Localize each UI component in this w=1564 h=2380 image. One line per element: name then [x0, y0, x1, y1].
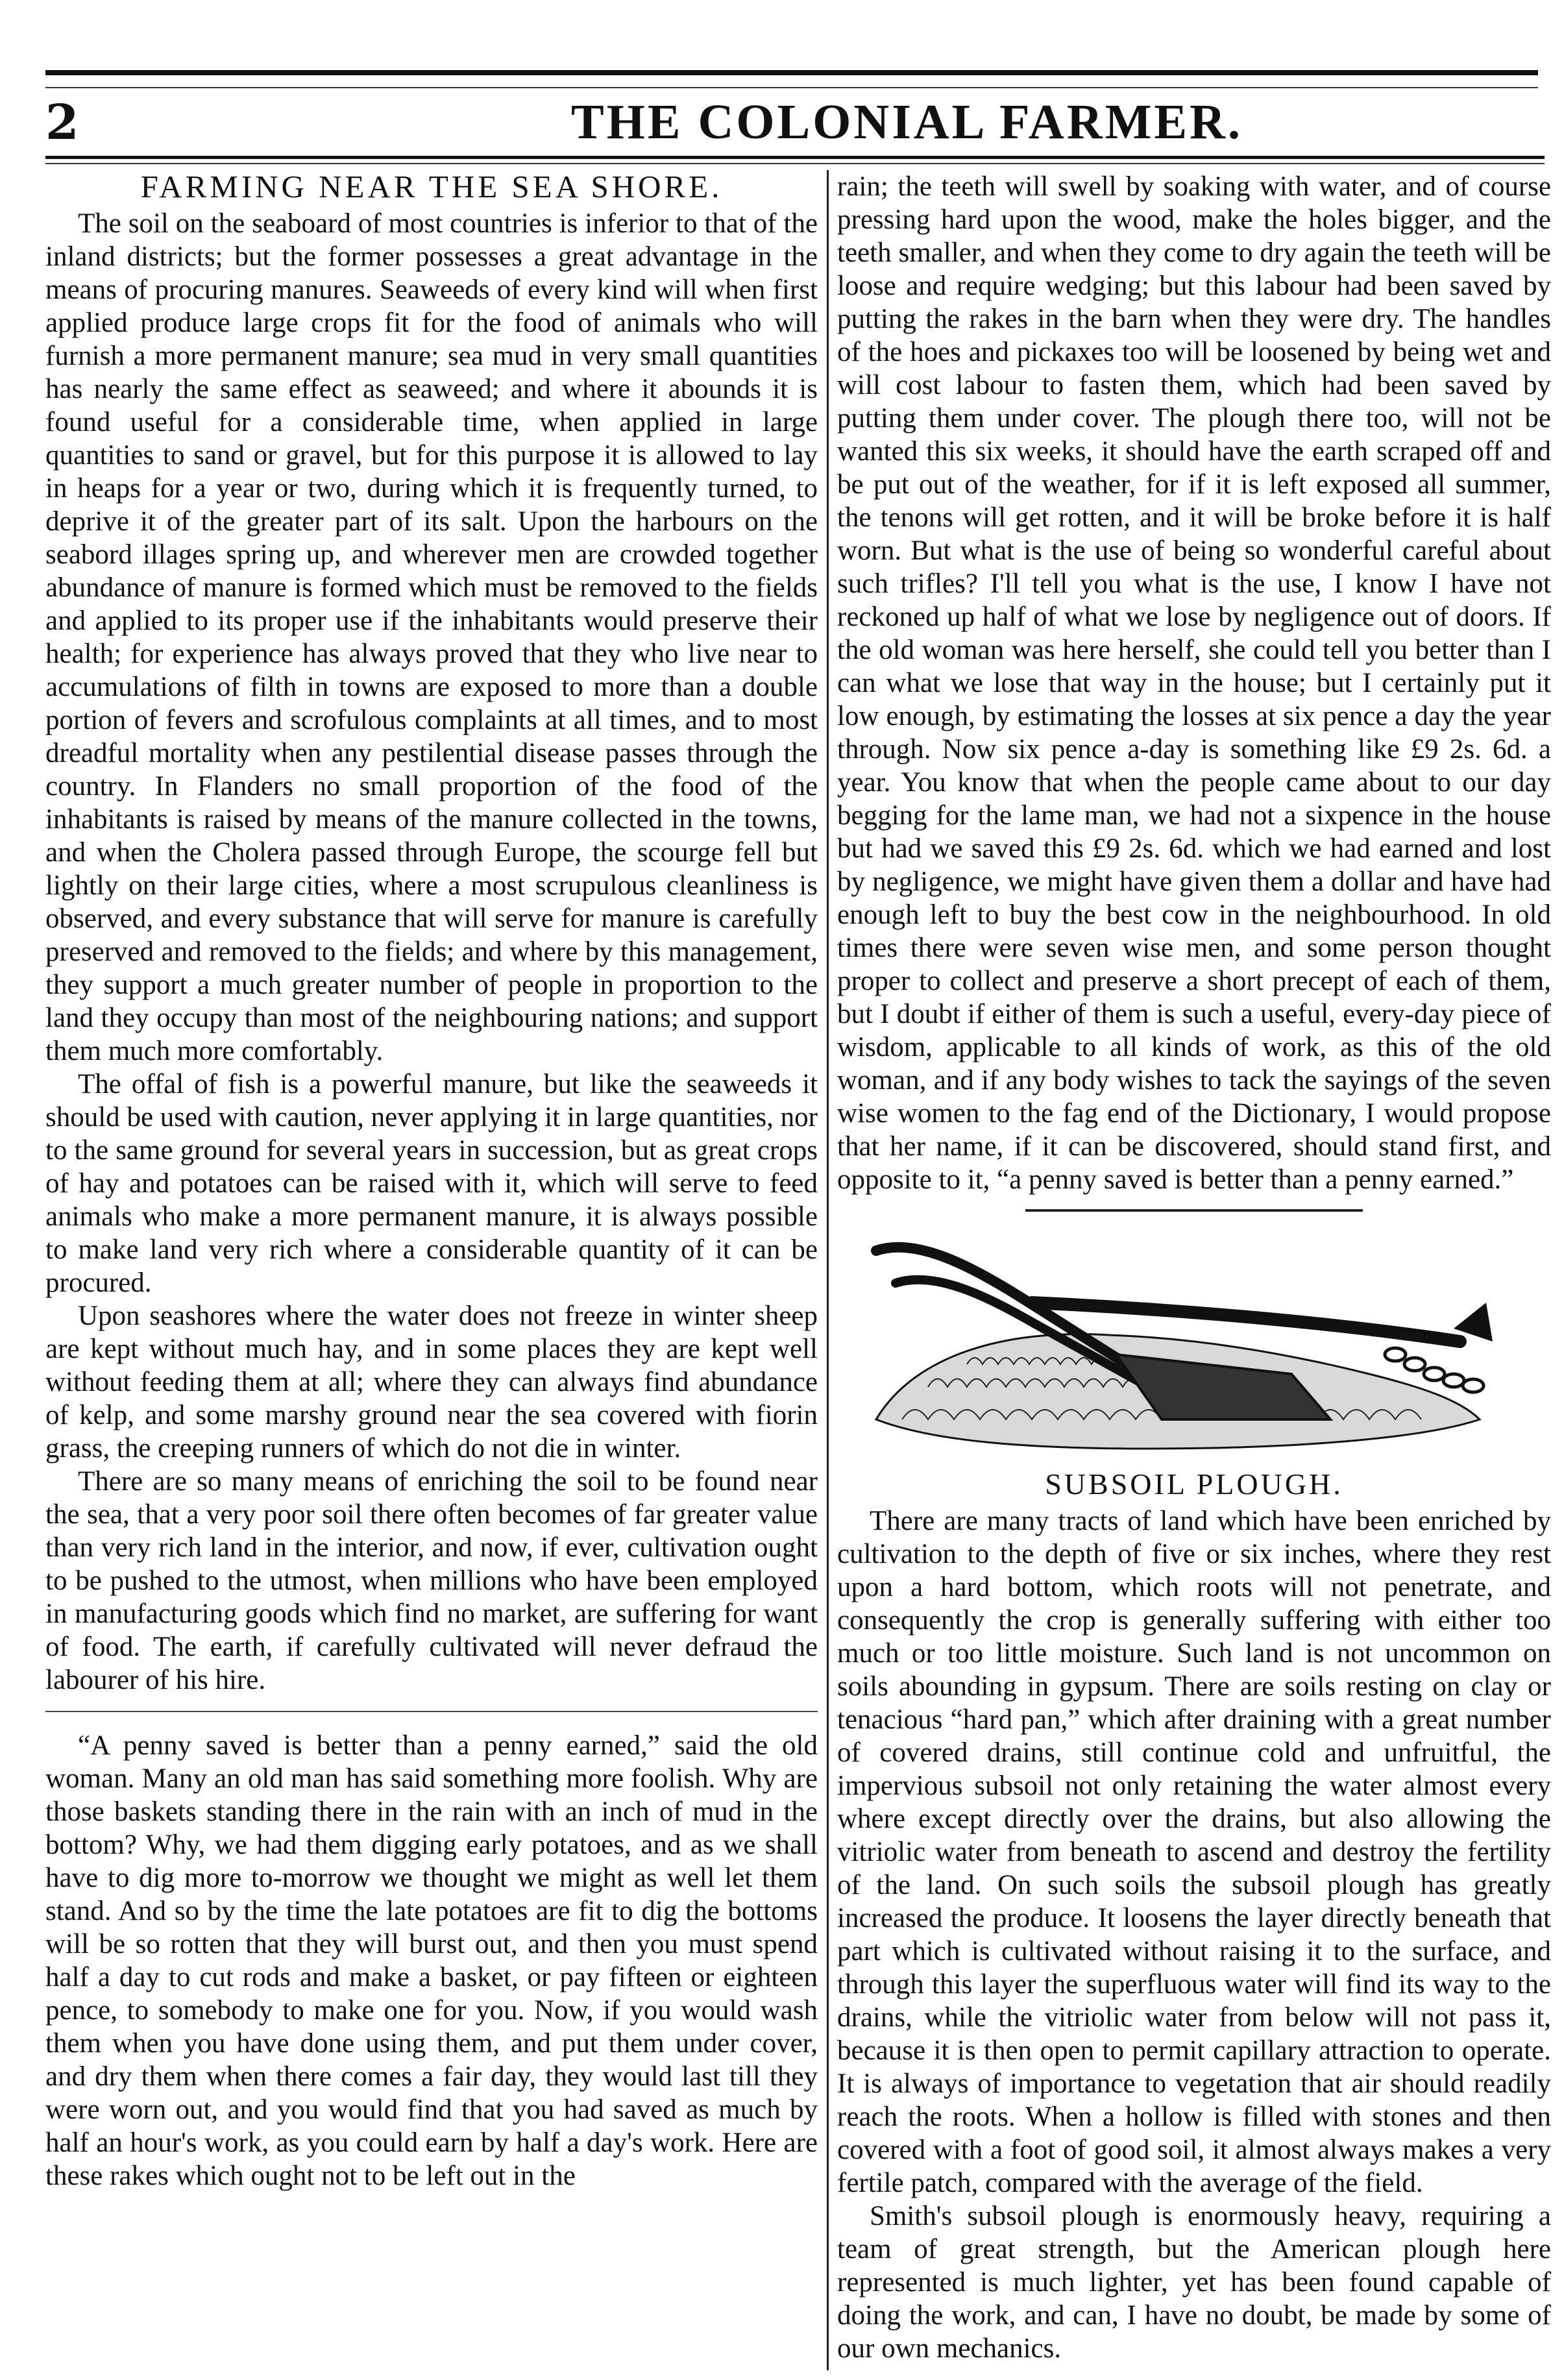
- article-paragraph: The offal of fish is a powerful manure, but like the seaweeds it should be used with caution, never applying it in large quantities, nor to the same ground for several years in succession, but as great crops of hay and potatoes can be raised with it, which will serve to feed animals who make a more permanent manure, it is always possible to make land very rich where a considerable quantity of it can be procured.: [45, 1069, 818, 1298]
- article-paragraph: The soil on the seaboard of most countries is inferior to that of the inland districts; but the former possesses a great advantage in the means of procuring manures. Seaweeds of every kind will when first applied produce large crops fit for the food of animals who will furnish a more permanent manure; sea mud in very small quantities has nearly the same effect as seaweed; and where it abounds it is found useful for a considerable time, when applied in large quantities to sand or gravel, but for this purpose it is allowed to lay in heaps for a year or two, during which it is frequently turned, to deprive it of the greater part of its salt. Upon the harbours on the seabord illages spring up, and wherever men are crowded together abundance of manure is formed which must be removed to the fields and applied to its proper use if the inhabitants would preserve their health; for experience has always proved that they who live near to accumulations of filth in towns are exposed to more than a double portion of fevers and scrofulous complaints at all times, and to most dreadful mortality when any pestilential disease passes through the country. In Flanders no small proportion of the food of the inhabitants is raised by means of the manure collected in the towns, and when the Cholera passed through Europe, the scourge fell but lightly on their large cities, where a most scrupulous cleanliness is observed, and every substance that will serve for manure is carefully preserved and removed to the fields; and where by this management, they support a much greater number of people in proportion to the land they occupy than most of the neighbouring nations; and support them much more comfortably.: [45, 208, 818, 1066]
- left-column: [45, 170, 818, 2192]
- article-paragraph: Smith's subsoil plough is enormously heavy, requiring a team of great strength, but the American plough here represented is much lighter, yet has been found capable of doing the work, and can, I have no doubt, be made by some of our own mechanics.: [837, 2201, 1551, 2364]
- penny-saved-paragraph-start: “A penny saved is better than a penny earned,” said the old woman. Many an old man has said something more foolish. Why are those baskets standing there in the rain with an inch of mud in the bottom? Why, we had them digging early potatoes, and as we shall have to dig more to-morrow we thought we might as well let them stand. And so by the time the late potatoes are fit to dig the bottoms will be so rotten that they will burst out, and then you must spend half a day to cut rods and make a basket, or pay fifteen or eighteen pence, to somebody to make one for you. Now, if you would wash them when you have done using them, and put them under cover, and dry them when there comes a fair day, they would last till they were worn out, and you would find that you had saved as much by half an hour's work, as you could earn by half a day's work. Here are these rakes which ought not to be left out in the: [45, 1730, 818, 2191]
- running-head-title: THE COLONIAL FARMER.: [571, 95, 1243, 149]
- header-rule: [45, 156, 1545, 164]
- penny-saved-paragraph-continued: rain; the teeth will swell by soaking with water, and of course pressing hard upon the wood, make the holes bigger, and the teeth smaller, and when they come to dry again the teeth will be loose and require wedging; but this labour had been saved by putting the rakes in the barn when they were dry. The handles of the hoes and pickaxes too will be loosened by being wet and will cost labour to fasten them, which had been saved by putting them under cover. The plough there too, will not be wanted this six weeks, it should have the earth scraped off and be put out of the weather, for if it is left exposed all summer, the tenons will get rotten, and it will be broke before it is half worn. But what is the use of being so wonderful careful about such trifles? I'll tell you what is the use, I know I have not reckoned up half of what we lose by negligence out of doors. If the old woman was here herself, she could tell you better than I can what we lose that way in the house; but I certainly put it low enough, by estimating the losses at six pence a day the year through. Now six pence a-day is something like £9 2s. 6d. a year. You know that when the people came about to our day begging for the lame man, we had not a sixpence in the house but had we saved this £9 2s. 6d. which we had earned and lost by negligence, we might have given them a dollar and have had enough left to buy the best cow in the neighbourhood. In old times there were seven wise men, and some person thought proper to collect and preserve a short precept of each of them, but I doubt if either of them is such a useful, every-day piece of wisdom, applicable to all kinds of work, as this of the old woman, and if any body wishes to tack the sayings of the seven wise women to the fag end of the Dictionary, I would propose that her name, if it can be discovered, should stand first, and opposite to it, “a penny saved is better than a penny earned.”: [837, 171, 1551, 1195]
- page-number: 2: [45, 95, 79, 151]
- article-paragraph: There are so many means of enriching the soil to be found near the sea, that a very poor soil there often becomes of far greater value than very rich land in the interior, and now, if ever, cultivation ought to be pushed to the utmost, when millions who have been employed in manufacturing goods which find no market, are suffering for want of food. The earth, if carefully cultivated will never defraud the labourer of his hire.: [45, 1466, 818, 1695]
- article-separator: [45, 1711, 818, 1712]
- article-paragraph: There are many tracts of land which have been enriched by cultivation to the depth of five or six inches, where they rest upon a hard bottom, which roots will not penetrate, and consequently the crop is generally suffering with either too much or too little moisture. Such land is not uncommon on soils abounding in gypsum. There are soils resting on clay or tenacious “hard pan,” which after draining with a great number of covered drains, still continue cold and unfruitful, the impervious subsoil not only retaining the water almost every where except directly over the drains, but also allowing the vitriolic water from beneath to ascend and destroy the fertility of the land. On such soils the subsoil plough has greatly increased the produce. It loosens the layer directly beneath that part which is cultivated without raising it to the surface, and through this layer the superfluous water will find its way to the drains, while the vitriolic water from below will not pass it, because it is then open to permit capillary attraction to operate. It is always of importance to vegetation that air should readily reach the roots. When a hollow is filled with stones and then covered with a foot of good soil, it almost always makes a very fertile patch, compared with the average of the field.: [837, 1506, 1551, 2198]
- subsoil-plough-illustration: [837, 1225, 1551, 1465]
- article-paragraph: Upon seashores where the water does not freeze in winter sheep are kept without much hay, and in some places they are kept well without feeding them at all; where they can always find abundance of kelp, and some marshy ground near the sea covered with fiorin grass, the creeping runners of which do not die in winter.: [45, 1301, 818, 1464]
- illustration-caption: SUBSOIL PLOUGH.: [1045, 1467, 1343, 1501]
- article-separator-short: [1025, 1209, 1363, 1212]
- article-headline-sea-shore: FARMING NEAR THE SEA SHORE.: [140, 169, 723, 204]
- right-column: [837, 170, 1551, 2365]
- masthead-double-rule: [45, 70, 1538, 88]
- column-divider: [827, 170, 829, 2370]
